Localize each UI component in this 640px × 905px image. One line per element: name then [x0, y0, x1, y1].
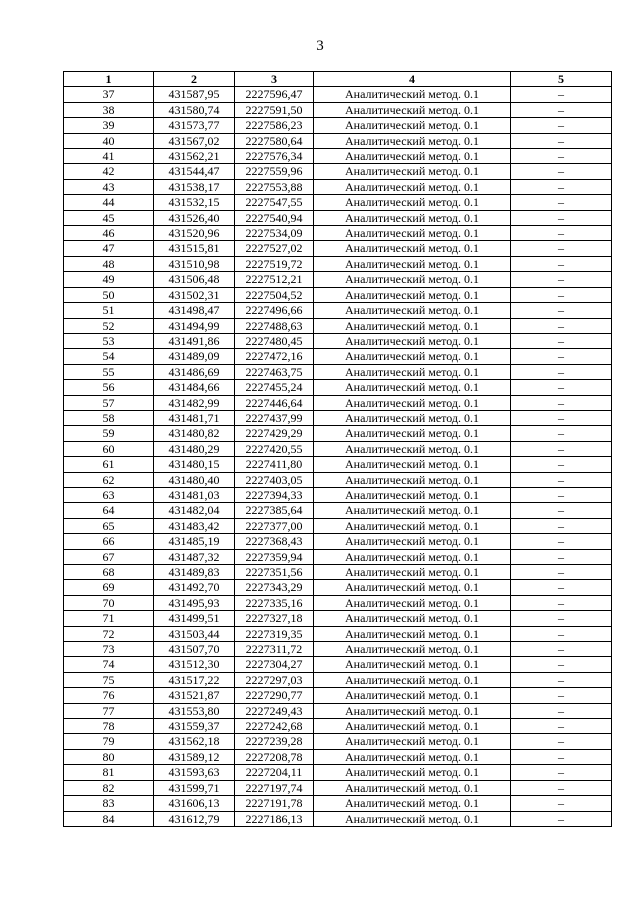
- cell-y-coordinate: 2227480,45: [235, 333, 314, 348]
- cell-point-number: 79: [64, 734, 154, 749]
- cell-point-number: 61: [64, 457, 154, 472]
- cell-description: –: [511, 87, 612, 102]
- cell-x-coordinate: 431503,44: [154, 626, 235, 641]
- table-row: [64, 303, 612, 318]
- cell-point-number: 70: [64, 595, 154, 610]
- cell-point-number: 65: [64, 518, 154, 533]
- cell-description: –: [511, 503, 612, 518]
- cell-method: Аналитический метод. 0.1: [314, 457, 511, 472]
- cell-x-coordinate: 431593,63: [154, 765, 235, 780]
- header-row: [64, 72, 612, 87]
- cell-point-number: 37: [64, 87, 154, 102]
- cell-method: Аналитический метод. 0.1: [314, 780, 511, 795]
- cell-method: Аналитический метод. 0.1: [314, 734, 511, 749]
- cell-x-coordinate: 431567,02: [154, 133, 235, 148]
- cell-description: –: [511, 518, 612, 533]
- cell-method: Аналитический метод. 0.1: [314, 426, 511, 441]
- cell-method: Аналитический метод. 0.1: [314, 349, 511, 364]
- table-row: [64, 241, 612, 256]
- cell-description: –: [511, 102, 612, 117]
- cell-description: –: [511, 688, 612, 703]
- cell-x-coordinate: 431494,99: [154, 318, 235, 333]
- cell-method: Аналитический метод. 0.1: [314, 195, 511, 210]
- cell-point-number: 38: [64, 102, 154, 117]
- cell-point-number: 41: [64, 149, 154, 164]
- table-row: [64, 688, 612, 703]
- cell-description: –: [511, 164, 612, 179]
- cell-x-coordinate: 431606,13: [154, 796, 235, 811]
- cell-x-coordinate: 431538,17: [154, 179, 235, 194]
- cell-description: –: [511, 149, 612, 164]
- table-row: [64, 272, 612, 287]
- cell-method: Аналитический метод. 0.1: [314, 749, 511, 764]
- table-row: [64, 226, 612, 241]
- cell-method: Аналитический метод. 0.1: [314, 133, 511, 148]
- cell-point-number: 67: [64, 549, 154, 564]
- table-row: [64, 333, 612, 348]
- cell-description: –: [511, 318, 612, 333]
- table-row: [64, 642, 612, 657]
- cell-y-coordinate: 2227249,43: [235, 703, 314, 718]
- cell-description: –: [511, 749, 612, 764]
- cell-description: –: [511, 626, 612, 641]
- cell-description: –: [511, 349, 612, 364]
- table-row: [64, 534, 612, 549]
- cell-description: –: [511, 549, 612, 564]
- cell-point-number: 60: [64, 441, 154, 456]
- cell-point-number: 52: [64, 318, 154, 333]
- cell-x-coordinate: 431498,47: [154, 303, 235, 318]
- cell-x-coordinate: 431562,21: [154, 149, 235, 164]
- cell-x-coordinate: 431562,18: [154, 734, 235, 749]
- table-row: [64, 287, 612, 302]
- table-row: [64, 426, 612, 441]
- cell-method: Аналитический метод. 0.1: [314, 811, 511, 826]
- cell-y-coordinate: 2227411,80: [235, 457, 314, 472]
- table-row: [64, 749, 612, 764]
- cell-method: Аналитический метод. 0.1: [314, 364, 511, 379]
- cell-point-number: 77: [64, 703, 154, 718]
- cell-method: Аналитический метод. 0.1: [314, 719, 511, 734]
- cell-point-number: 55: [64, 364, 154, 379]
- cell-x-coordinate: 431482,99: [154, 395, 235, 410]
- cell-point-number: 54: [64, 349, 154, 364]
- cell-description: –: [511, 734, 612, 749]
- table-row: [64, 87, 612, 102]
- cell-y-coordinate: 2227191,78: [235, 796, 314, 811]
- cell-method: Аналитический метод. 0.1: [314, 149, 511, 164]
- cell-y-coordinate: 2227512,21: [235, 272, 314, 287]
- cell-x-coordinate: 431480,40: [154, 472, 235, 487]
- cell-method: Аналитический метод. 0.1: [314, 703, 511, 718]
- cell-point-number: 53: [64, 333, 154, 348]
- cell-x-coordinate: 431489,83: [154, 565, 235, 580]
- cell-point-number: 49: [64, 272, 154, 287]
- table-row: [64, 672, 612, 687]
- cell-description: –: [511, 595, 612, 610]
- cell-method: Аналитический метод. 0.1: [314, 765, 511, 780]
- cell-x-coordinate: 431517,22: [154, 672, 235, 687]
- table-row: [64, 765, 612, 780]
- cell-description: –: [511, 565, 612, 580]
- cell-y-coordinate: 2227496,66: [235, 303, 314, 318]
- cell-y-coordinate: 2227394,33: [235, 487, 314, 502]
- table-row: [64, 487, 612, 502]
- cell-y-coordinate: 2227559,96: [235, 164, 314, 179]
- cell-method: Аналитический метод. 0.1: [314, 87, 511, 102]
- table-row: [64, 349, 612, 364]
- cell-x-coordinate: 431559,37: [154, 719, 235, 734]
- table-row: [64, 118, 612, 133]
- cell-y-coordinate: 2227197,74: [235, 780, 314, 795]
- cell-point-number: 59: [64, 426, 154, 441]
- cell-point-number: 63: [64, 487, 154, 502]
- header-cell-description: 5: [511, 72, 612, 87]
- cell-description: –: [511, 133, 612, 148]
- cell-y-coordinate: 2227420,55: [235, 441, 314, 456]
- cell-y-coordinate: 2227319,35: [235, 626, 314, 641]
- cell-point-number: 57: [64, 395, 154, 410]
- cell-point-number: 58: [64, 410, 154, 425]
- cell-description: –: [511, 672, 612, 687]
- cell-x-coordinate: 431580,74: [154, 102, 235, 117]
- table-row: [64, 318, 612, 333]
- cell-y-coordinate: 2227488,63: [235, 318, 314, 333]
- cell-method: Аналитический метод. 0.1: [314, 318, 511, 333]
- cell-point-number: 44: [64, 195, 154, 210]
- cell-point-number: 68: [64, 565, 154, 580]
- cell-x-coordinate: 431510,98: [154, 256, 235, 271]
- table-row: [64, 179, 612, 194]
- cell-y-coordinate: 2227359,94: [235, 549, 314, 564]
- cell-y-coordinate: 2227377,00: [235, 518, 314, 533]
- cell-y-coordinate: 2227429,29: [235, 426, 314, 441]
- cell-y-coordinate: 2227519,72: [235, 256, 314, 271]
- table-row: [64, 133, 612, 148]
- cell-point-number: 45: [64, 210, 154, 225]
- cell-method: Аналитический метод. 0.1: [314, 534, 511, 549]
- cell-x-coordinate: 431483,42: [154, 518, 235, 533]
- cell-point-number: 69: [64, 580, 154, 595]
- cell-method: Аналитический метод. 0.1: [314, 595, 511, 610]
- cell-y-coordinate: 2227463,75: [235, 364, 314, 379]
- table-row: [64, 580, 612, 595]
- cell-point-number: 83: [64, 796, 154, 811]
- table-row: [64, 210, 612, 225]
- cell-description: –: [511, 457, 612, 472]
- table-row: [64, 657, 612, 672]
- cell-point-number: 78: [64, 719, 154, 734]
- table-row: [64, 503, 612, 518]
- cell-method: Аналитический метод. 0.1: [314, 287, 511, 302]
- cell-method: Аналитический метод. 0.1: [314, 179, 511, 194]
- cell-description: –: [511, 333, 612, 348]
- cell-description: –: [511, 534, 612, 549]
- header-cell-point: 1: [64, 72, 154, 87]
- header-cell-method: 4: [314, 72, 511, 87]
- page-number: 3: [316, 38, 324, 54]
- cell-method: Аналитический метод. 0.1: [314, 626, 511, 641]
- cell-point-number: 43: [64, 179, 154, 194]
- cell-description: –: [511, 611, 612, 626]
- cell-description: –: [511, 642, 612, 657]
- cell-x-coordinate: 431480,29: [154, 441, 235, 456]
- cell-description: –: [511, 426, 612, 441]
- cell-method: Аналитический метод. 0.1: [314, 226, 511, 241]
- cell-y-coordinate: 2227304,27: [235, 657, 314, 672]
- cell-method: Аналитический метод. 0.1: [314, 210, 511, 225]
- cell-y-coordinate: 2227455,24: [235, 380, 314, 395]
- cell-y-coordinate: 2227437,99: [235, 410, 314, 425]
- table-row: [64, 549, 612, 564]
- table-row: [64, 195, 612, 210]
- cell-description: –: [511, 272, 612, 287]
- cell-x-coordinate: 431506,48: [154, 272, 235, 287]
- cell-y-coordinate: 2227596,47: [235, 87, 314, 102]
- cell-y-coordinate: 2227351,56: [235, 565, 314, 580]
- table-row: [64, 595, 612, 610]
- cell-y-coordinate: 2227368,43: [235, 534, 314, 549]
- cell-y-coordinate: 2227242,68: [235, 719, 314, 734]
- cell-method: Аналитический метод. 0.1: [314, 549, 511, 564]
- cell-description: –: [511, 195, 612, 210]
- table-body: [64, 87, 612, 827]
- cell-x-coordinate: 431512,30: [154, 657, 235, 672]
- cell-y-coordinate: 2227297,03: [235, 672, 314, 687]
- cell-x-coordinate: 431532,15: [154, 195, 235, 210]
- cell-description: –: [511, 703, 612, 718]
- cell-point-number: 56: [64, 380, 154, 395]
- cell-y-coordinate: 2227290,77: [235, 688, 314, 703]
- cell-x-coordinate: 431587,95: [154, 87, 235, 102]
- cell-x-coordinate: 431553,80: [154, 703, 235, 718]
- table-row: [64, 734, 612, 749]
- cell-x-coordinate: 431499,51: [154, 611, 235, 626]
- cell-method: Аналитический метод. 0.1: [314, 611, 511, 626]
- cell-method: Аналитический метод. 0.1: [314, 118, 511, 133]
- cell-x-coordinate: 431521,87: [154, 688, 235, 703]
- table-row: [64, 703, 612, 718]
- cell-x-coordinate: 431484,66: [154, 380, 235, 395]
- cell-x-coordinate: 431612,79: [154, 811, 235, 826]
- cell-y-coordinate: 2227591,50: [235, 102, 314, 117]
- table-row: [64, 565, 612, 580]
- table-row: [64, 626, 612, 641]
- cell-point-number: 50: [64, 287, 154, 302]
- cell-point-number: 72: [64, 626, 154, 641]
- cell-description: –: [511, 487, 612, 502]
- cell-point-number: 48: [64, 256, 154, 271]
- cell-method: Аналитический метод. 0.1: [314, 642, 511, 657]
- cell-point-number: 71: [64, 611, 154, 626]
- cell-method: Аналитический метод. 0.1: [314, 518, 511, 533]
- cell-method: Аналитический метод. 0.1: [314, 503, 511, 518]
- cell-method: Аналитический метод. 0.1: [314, 472, 511, 487]
- cell-x-coordinate: 431526,40: [154, 210, 235, 225]
- cell-x-coordinate: 431502,31: [154, 287, 235, 302]
- cell-y-coordinate: 2227586,23: [235, 118, 314, 133]
- cell-point-number: 80: [64, 749, 154, 764]
- cell-method: Аналитический метод. 0.1: [314, 272, 511, 287]
- cell-point-number: 74: [64, 657, 154, 672]
- cell-x-coordinate: 431485,19: [154, 534, 235, 549]
- cell-x-coordinate: 431480,82: [154, 426, 235, 441]
- table-row: [64, 780, 612, 795]
- cell-method: Аналитический метод. 0.1: [314, 164, 511, 179]
- table-row: [64, 518, 612, 533]
- cell-point-number: 82: [64, 780, 154, 795]
- table-row: [64, 364, 612, 379]
- cell-y-coordinate: 2227504,52: [235, 287, 314, 302]
- cell-point-number: 84: [64, 811, 154, 826]
- cell-y-coordinate: 2227311,72: [235, 642, 314, 657]
- cell-description: –: [511, 256, 612, 271]
- cell-description: –: [511, 719, 612, 734]
- cell-description: –: [511, 364, 612, 379]
- cell-y-coordinate: 2227385,64: [235, 503, 314, 518]
- cell-description: –: [511, 395, 612, 410]
- cell-point-number: 62: [64, 472, 154, 487]
- cell-description: –: [511, 657, 612, 672]
- cell-point-number: 76: [64, 688, 154, 703]
- cell-description: –: [511, 287, 612, 302]
- cell-y-coordinate: 2227403,05: [235, 472, 314, 487]
- table-row: [64, 811, 612, 826]
- cell-method: Аналитический метод. 0.1: [314, 102, 511, 117]
- cell-description: –: [511, 118, 612, 133]
- cell-x-coordinate: 431489,09: [154, 349, 235, 364]
- cell-description: –: [511, 380, 612, 395]
- cell-description: –: [511, 765, 612, 780]
- cell-description: –: [511, 210, 612, 225]
- cell-y-coordinate: 2227204,11: [235, 765, 314, 780]
- cell-y-coordinate: 2227580,64: [235, 133, 314, 148]
- cell-y-coordinate: 2227527,02: [235, 241, 314, 256]
- cell-method: Аналитический метод. 0.1: [314, 441, 511, 456]
- cell-x-coordinate: 431495,93: [154, 595, 235, 610]
- cell-method: Аналитический метод. 0.1: [314, 565, 511, 580]
- cell-description: –: [511, 241, 612, 256]
- cell-method: Аналитический метод. 0.1: [314, 333, 511, 348]
- table-row: [64, 719, 612, 734]
- table-row: [64, 611, 612, 626]
- cell-point-number: 75: [64, 672, 154, 687]
- cell-point-number: 73: [64, 642, 154, 657]
- cell-x-coordinate: 431507,70: [154, 642, 235, 657]
- table-row: [64, 472, 612, 487]
- cell-x-coordinate: 431520,96: [154, 226, 235, 241]
- cell-point-number: 66: [64, 534, 154, 549]
- cell-y-coordinate: 2227335,16: [235, 595, 314, 610]
- cell-x-coordinate: 431589,12: [154, 749, 235, 764]
- cell-description: –: [511, 796, 612, 811]
- cell-y-coordinate: 2227547,55: [235, 195, 314, 210]
- cell-method: Аналитический метод. 0.1: [314, 303, 511, 318]
- cell-x-coordinate: 431487,32: [154, 549, 235, 564]
- cell-y-coordinate: 2227186,13: [235, 811, 314, 826]
- cell-method: Аналитический метод. 0.1: [314, 395, 511, 410]
- cell-x-coordinate: 431544,47: [154, 164, 235, 179]
- cell-method: Аналитический метод. 0.1: [314, 487, 511, 502]
- cell-x-coordinate: 431481,71: [154, 410, 235, 425]
- cell-x-coordinate: 431515,81: [154, 241, 235, 256]
- cell-method: Аналитический метод. 0.1: [314, 580, 511, 595]
- cell-y-coordinate: 2227343,29: [235, 580, 314, 595]
- cell-description: –: [511, 472, 612, 487]
- cell-x-coordinate: 431482,04: [154, 503, 235, 518]
- table-row: [64, 395, 612, 410]
- cell-y-coordinate: 2227472,16: [235, 349, 314, 364]
- table-row: [64, 164, 612, 179]
- cell-x-coordinate: 431481,03: [154, 487, 235, 502]
- table-row: [64, 410, 612, 425]
- cell-y-coordinate: 2227534,09: [235, 226, 314, 241]
- table-row: [64, 102, 612, 117]
- cell-method: Аналитический метод. 0.1: [314, 241, 511, 256]
- cell-method: Аналитический метод. 0.1: [314, 256, 511, 271]
- cell-x-coordinate: 431573,77: [154, 118, 235, 133]
- header-cell-x: 2: [154, 72, 235, 87]
- cell-method: Аналитический метод. 0.1: [314, 657, 511, 672]
- cell-x-coordinate: 431480,15: [154, 457, 235, 472]
- cell-point-number: 81: [64, 765, 154, 780]
- cell-description: –: [511, 780, 612, 795]
- table-row: [64, 796, 612, 811]
- coordinates-table: [63, 71, 612, 827]
- table-row: [64, 149, 612, 164]
- cell-point-number: 46: [64, 226, 154, 241]
- cell-description: –: [511, 410, 612, 425]
- cell-method: Аналитический метод. 0.1: [314, 688, 511, 703]
- cell-point-number: 42: [64, 164, 154, 179]
- cell-description: –: [511, 179, 612, 194]
- cell-x-coordinate: 431491,86: [154, 333, 235, 348]
- header-cell-y: 3: [235, 72, 314, 87]
- cell-x-coordinate: 431599,71: [154, 780, 235, 795]
- cell-method: Аналитический метод. 0.1: [314, 672, 511, 687]
- table-row: [64, 256, 612, 271]
- cell-description: –: [511, 441, 612, 456]
- table-row: [64, 380, 612, 395]
- table-row: [64, 441, 612, 456]
- cell-point-number: 39: [64, 118, 154, 133]
- cell-method: Аналитический метод. 0.1: [314, 380, 511, 395]
- cell-y-coordinate: 2227327,18: [235, 611, 314, 626]
- cell-description: –: [511, 303, 612, 318]
- table-row: [64, 457, 612, 472]
- cell-y-coordinate: 2227576,34: [235, 149, 314, 164]
- cell-point-number: 40: [64, 133, 154, 148]
- cell-method: Аналитический метод. 0.1: [314, 796, 511, 811]
- cell-method: Аналитический метод. 0.1: [314, 410, 511, 425]
- cell-y-coordinate: 2227553,88: [235, 179, 314, 194]
- cell-y-coordinate: 2227540,94: [235, 210, 314, 225]
- cell-x-coordinate: 431492,70: [154, 580, 235, 595]
- cell-y-coordinate: 2227208,78: [235, 749, 314, 764]
- cell-y-coordinate: 2227239,28: [235, 734, 314, 749]
- cell-point-number: 47: [64, 241, 154, 256]
- cell-description: –: [511, 811, 612, 826]
- cell-point-number: 64: [64, 503, 154, 518]
- cell-description: –: [511, 580, 612, 595]
- cell-y-coordinate: 2227446,64: [235, 395, 314, 410]
- cell-description: –: [511, 226, 612, 241]
- cell-point-number: 51: [64, 303, 154, 318]
- cell-x-coordinate: 431486,69: [154, 364, 235, 379]
